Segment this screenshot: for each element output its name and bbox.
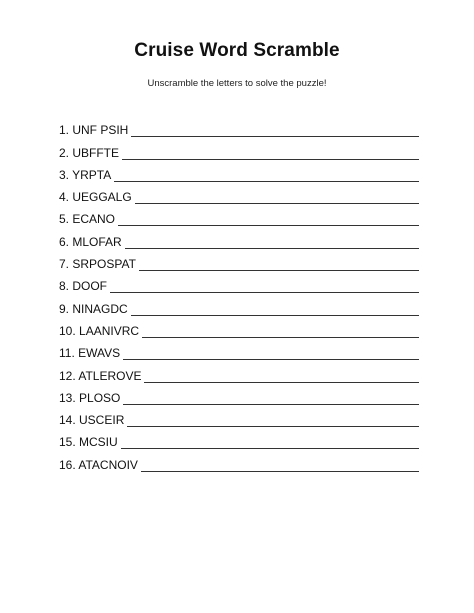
scramble-item: [59, 449, 419, 471]
scramble-item: [59, 338, 419, 360]
scrambled-word: 6. MLOFAR: [59, 234, 122, 249]
scramble-item: [59, 226, 419, 248]
scrambled-word: 10. LAANIVRC: [59, 323, 140, 338]
scrambled-word: 14. USCEIR: [59, 413, 125, 428]
scramble-item: [59, 293, 419, 315]
scramble-list: [59, 115, 419, 472]
scrambled-word: 13. PLOSO: [59, 390, 121, 405]
answer-line[interactable]: [123, 404, 419, 405]
answer-line[interactable]: [110, 292, 419, 293]
scrambled-word: 3. YRPTA: [59, 167, 112, 182]
answer-line[interactable]: [114, 181, 419, 182]
scramble-item: [59, 249, 419, 271]
answer-line[interactable]: [123, 359, 419, 360]
scrambled-word: 5. ECANO: [59, 212, 116, 227]
answer-line[interactable]: [139, 270, 419, 271]
answer-line[interactable]: [142, 337, 419, 338]
answer-line[interactable]: [127, 426, 419, 427]
scramble-item: [59, 115, 419, 137]
scramble-item: [59, 160, 419, 182]
scrambled-word: 16. ATACNOIV: [59, 457, 138, 472]
scramble-item: [59, 137, 419, 159]
scramble-item: [59, 182, 419, 204]
answer-line[interactable]: [118, 225, 419, 226]
answer-line[interactable]: [121, 448, 419, 449]
answer-line[interactable]: [122, 159, 419, 160]
scramble-item: [59, 405, 419, 427]
scramble-item: [59, 383, 419, 405]
scrambled-word: 4. UEGGALG: [59, 190, 132, 205]
answer-line[interactable]: [144, 382, 419, 383]
scramble-item: [59, 427, 419, 449]
scramble-item: [59, 271, 419, 293]
scrambled-word: 12. ATLEROVE: [59, 368, 142, 383]
scrambled-word: 7. SRPOSPAT: [59, 257, 136, 272]
scramble-item: [59, 316, 419, 338]
scrambled-word: 2. UBFFTE: [59, 145, 120, 160]
scrambled-word: 8. DOOF: [59, 279, 108, 294]
answer-line[interactable]: [125, 248, 419, 249]
answer-line[interactable]: [131, 136, 419, 137]
page-title: Cruise Word Scramble: [134, 40, 340, 61]
scrambled-word: 11. EWAVS: [59, 346, 121, 361]
scrambled-word: 9. NINAGDC: [59, 301, 128, 316]
instructions: Unscramble the letters to solve the puzzle!: [147, 78, 327, 89]
scramble-item: [59, 204, 419, 226]
answer-line[interactable]: [131, 315, 419, 316]
scrambled-word: 1. UNF PSIH: [59, 123, 129, 138]
scrambled-word: 15. MCSIU: [59, 435, 118, 450]
answer-line[interactable]: [135, 203, 419, 204]
scramble-item: [59, 360, 419, 382]
answer-line[interactable]: [141, 471, 419, 472]
